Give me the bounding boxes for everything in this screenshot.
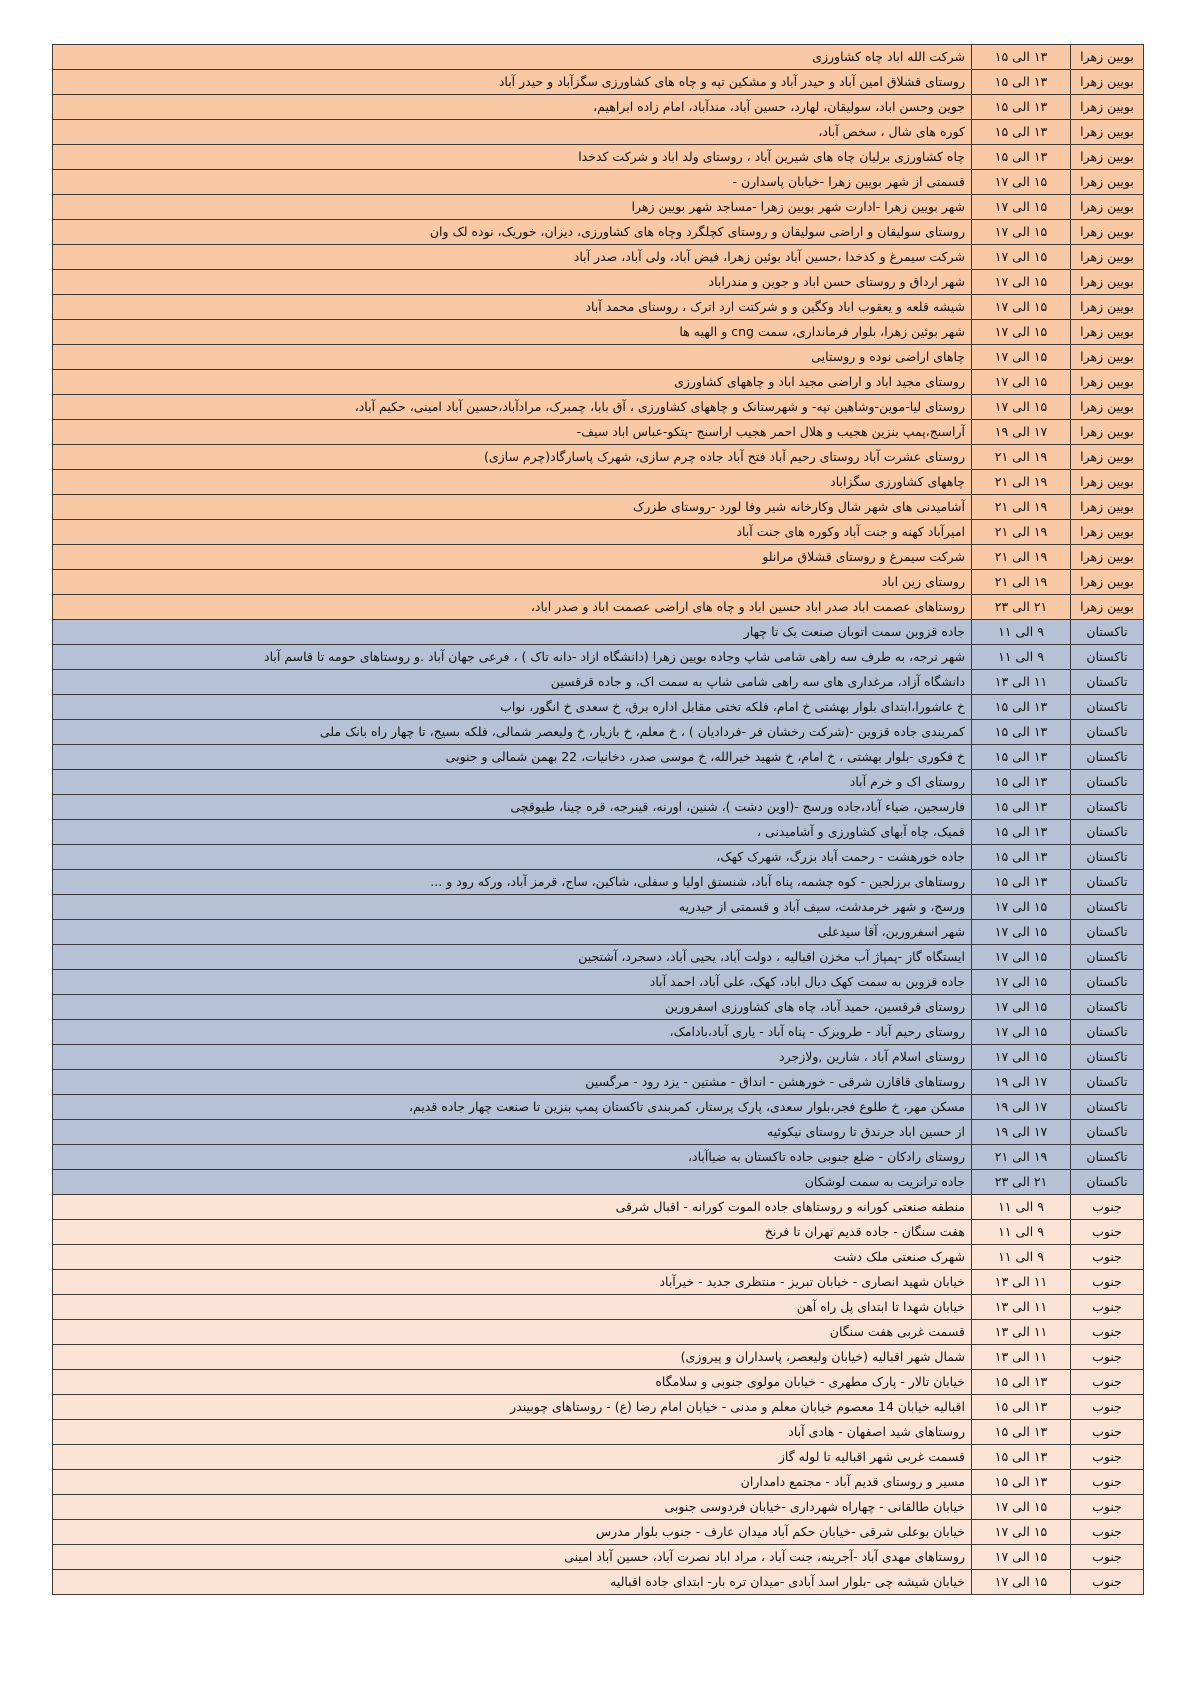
- table-row: [53, 620, 1144, 645]
- location-cell: خیابان شیشه چی -بلوار اسد آبادی -میدان تره بار- ابتدای جاده اقبالیه: [53, 1570, 972, 1595]
- time-cell: ۱۵ الی ۱۷: [972, 1570, 1071, 1595]
- table-row: [53, 445, 1144, 470]
- area-cell: جنوب: [1071, 1270, 1144, 1295]
- location-cell: روستای مجید اباد و اراضی مجید اباد و چاههای کشاورزی: [53, 370, 972, 395]
- location-cell: شهر نرجه، به طرف سه راهی شامی شاپ وجاده بویین زهرا (دانشگاه ازاد -دانه تاک ) ، فرعی جهان آباد .و روستاهای حومه تا قاسم آباد: [53, 645, 972, 670]
- area-cell: بویین زهرا: [1071, 145, 1144, 170]
- location-cell: شیشه قلعه و یعقوب اباد وکگین و و شرکتت ارد اترک ، روستای محمد آباد: [53, 295, 972, 320]
- area-cell: بویین زهرا: [1071, 520, 1144, 545]
- area-cell: تاکستان: [1071, 745, 1144, 770]
- location-cell: منطقه صنعتی کورانه و روستاهای جاده الموت کورانه - اقبال شرقی: [53, 1195, 972, 1220]
- table-row: [53, 245, 1144, 270]
- area-cell: بویین زهرا: [1071, 570, 1144, 595]
- time-cell: ۱۱ الی ۱۳: [972, 1270, 1071, 1295]
- area-cell: جنوب: [1071, 1545, 1144, 1570]
- time-cell: ۱۳ الی ۱۵: [972, 745, 1071, 770]
- table-row: [53, 1245, 1144, 1270]
- table-row: [53, 745, 1144, 770]
- table-row: [53, 1070, 1144, 1095]
- area-cell: بویین زهرا: [1071, 70, 1144, 95]
- area-cell: بویین زهرا: [1071, 320, 1144, 345]
- time-cell: ۱۵ الی ۱۷: [972, 895, 1071, 920]
- location-cell: ورسج، و شهر خرمدشت، سیف آباد و قسمتی از حیدریه: [53, 895, 972, 920]
- table-row: [53, 970, 1144, 995]
- table-row: [53, 870, 1144, 895]
- area-cell: بویین زهرا: [1071, 445, 1144, 470]
- time-cell: ۱۷ الی ۱۹: [972, 1120, 1071, 1145]
- location-cell: خیابان شهید انصاری - خیابان تبریز - منتظری جدید - خیرآباد: [53, 1270, 972, 1295]
- area-cell: تاکستان: [1071, 870, 1144, 895]
- table-row: [53, 1045, 1144, 1070]
- time-cell: ۱۵ الی ۱۷: [972, 195, 1071, 220]
- location-cell: روستای عشرت آباد روستای رحیم آباد فتح آباد جاده چرم سازی، شهرک پاسارگاد(چرم سازی): [53, 445, 972, 470]
- table-row: [53, 1120, 1144, 1145]
- time-cell: ۱۹ الی ۲۱: [972, 470, 1071, 495]
- time-cell: ۱۵ الی ۱۷: [972, 920, 1071, 945]
- time-cell: ۱۳ الی ۱۵: [972, 770, 1071, 795]
- area-cell: بویین زهرا: [1071, 420, 1144, 445]
- table-row: [53, 95, 1144, 120]
- table-row: [53, 395, 1144, 420]
- table-row: [53, 320, 1144, 345]
- location-cell: شرکت سیمرغ و روستای قشلاق مرانلو: [53, 545, 972, 570]
- area-cell: تاکستان: [1071, 995, 1144, 1020]
- table-row: [53, 370, 1144, 395]
- table-row: [53, 1220, 1144, 1245]
- area-cell: جنوب: [1071, 1495, 1144, 1520]
- time-cell: ۱۳ الی ۱۵: [972, 820, 1071, 845]
- table-row: [53, 945, 1144, 970]
- time-cell: ۱۹ الی ۲۱: [972, 495, 1071, 520]
- time-cell: ۱۳ الی ۱۵: [972, 1395, 1071, 1420]
- location-cell: شرکت الله اباد چاه کشاورزی: [53, 45, 972, 70]
- table-row: [53, 795, 1144, 820]
- area-cell: جنوب: [1071, 1195, 1144, 1220]
- area-cell: تاکستان: [1071, 895, 1144, 920]
- area-cell: تاکستان: [1071, 970, 1144, 995]
- table-row: [53, 1445, 1144, 1470]
- location-cell: شهر بوئین زهرا، بلوار فرمانداری، سمت cng و الهیه ها: [53, 320, 972, 345]
- table-row: [53, 670, 1144, 695]
- area-cell: جنوب: [1071, 1395, 1144, 1420]
- table-row: [53, 195, 1144, 220]
- location-cell: روستاهای برزلجین - کوه چشمه، پناه آباد، شنستق اولیا و سفلی، شاکین، ساج، قرمز آباد، ورکه رود و ...: [53, 870, 972, 895]
- area-cell: جنوب: [1071, 1445, 1144, 1470]
- table-row: [53, 295, 1144, 320]
- location-cell: جاده قزوین به سمت کهک دیال اباد، کهک، علی آباد، احمد آباد: [53, 970, 972, 995]
- location-cell: جاده خورهشت - رحمت آباد بزرگ، شهرک کهک،: [53, 845, 972, 870]
- area-cell: بویین زهرا: [1071, 345, 1144, 370]
- time-cell: ۱۳ الی ۱۵: [972, 145, 1071, 170]
- area-cell: بویین زهرا: [1071, 495, 1144, 520]
- area-cell: جنوب: [1071, 1370, 1144, 1395]
- time-cell: ۱۵ الی ۱۷: [972, 295, 1071, 320]
- area-cell: تاکستان: [1071, 770, 1144, 795]
- table-row: [53, 145, 1144, 170]
- location-cell: کمربندی جاده قزوین -(شرکت رخشان فر -فردادیان ) ، خ معلم، خ بازیار، خ ولیعصر شمالی، فلکه بسیج، تا چهار راه بانک ملی: [53, 720, 972, 745]
- time-cell: ۱۹ الی ۲۱: [972, 570, 1071, 595]
- location-cell: چاهای اراضی نوده و روستایی: [53, 345, 972, 370]
- table-row: [53, 645, 1144, 670]
- table-row: [53, 895, 1144, 920]
- area-cell: تاکستان: [1071, 945, 1144, 970]
- location-cell: چاه کشاورزی برلیان چاه های شیرین آباد ، روستای ولد اباد و شرکت کدخدا: [53, 145, 972, 170]
- table-row: [53, 1370, 1144, 1395]
- time-cell: ۱۳ الی ۱۵: [972, 1445, 1071, 1470]
- area-cell: جنوب: [1071, 1570, 1144, 1595]
- area-cell: بویین زهرا: [1071, 245, 1144, 270]
- time-cell: ۱۹ الی ۲۱: [972, 1145, 1071, 1170]
- location-cell: خیابان بوعلی شرقی -خیابان حکم آباد میدان عارف - جنوب بلوار مدرس: [53, 1520, 972, 1545]
- area-cell: تاکستان: [1071, 1070, 1144, 1095]
- location-cell: روستای زین اباد: [53, 570, 972, 595]
- table-row: [53, 820, 1144, 845]
- table-row: [53, 1520, 1144, 1545]
- time-cell: ۲۱ الی ۲۳: [972, 1170, 1071, 1195]
- table-row: [53, 420, 1144, 445]
- location-cell: قسمت غربی شهر اقبالیه تا لوله گاز: [53, 1445, 972, 1470]
- table-row: [53, 695, 1144, 720]
- area-cell: تاکستان: [1071, 670, 1144, 695]
- table-row: [53, 1295, 1144, 1320]
- table-row: [53, 45, 1144, 70]
- table-row: [53, 770, 1144, 795]
- time-cell: ۱۳ الی ۱۵: [972, 70, 1071, 95]
- location-cell: روستای رحیم آباد - طرویزک - پناه آباد - یاری آباد،بادامک،: [53, 1020, 972, 1045]
- table-row: [53, 995, 1144, 1020]
- table-row: [53, 270, 1144, 295]
- table-row: [53, 1145, 1144, 1170]
- location-cell: روستای قشلاق امین آباد و حیدر آباد و مشکین تپه و چاه های کشاورزی سگزآباد و حیدر آباد: [53, 70, 972, 95]
- time-cell: ۱۷ الی ۱۹: [972, 1095, 1071, 1120]
- location-cell: روستاهای عصمت اباد صدر اباد حسین اباد و چاه های اراضی عصمت اباد و صدر اباد،: [53, 595, 972, 620]
- location-cell: دانشگاه آزاد، مرغداری های سه راهی شامی شاپ به سمت اک، و جاده قرقسین: [53, 670, 972, 695]
- time-cell: ۱۵ الی ۱۷: [972, 945, 1071, 970]
- time-cell: ۱۱ الی ۱۳: [972, 1295, 1071, 1320]
- location-cell: قمیک، چاه آبهای کشاورزی و آشامیدنی ،: [53, 820, 972, 845]
- time-cell: ۲۱ الی ۲۳: [972, 595, 1071, 620]
- area-cell: تاکستان: [1071, 645, 1144, 670]
- time-cell: ۱۹ الی ۲۱: [972, 520, 1071, 545]
- time-cell: ۱۱ الی ۱۳: [972, 1320, 1071, 1345]
- time-cell: ۱۵ الی ۱۷: [972, 395, 1071, 420]
- location-cell: چاههای کشاورزی سگزاباد: [53, 470, 972, 495]
- table-row: [53, 720, 1144, 745]
- time-cell: ۹ الی ۱۱: [972, 1195, 1071, 1220]
- location-cell: اقبالیه خیابان 14 معصوم خیابان معلم و مدنی - خیابان امام رضا (ع) - روستاهای چوبیندر: [53, 1395, 972, 1420]
- location-cell: آراسنج،پمپ بنزین هجیب و هلال احمر هجیب اراسنج -پتکو-عباس اباد سیف-: [53, 420, 972, 445]
- time-cell: ۱۵ الی ۱۷: [972, 995, 1071, 1020]
- time-cell: ۱۳ الی ۱۵: [972, 120, 1071, 145]
- table-row: [53, 545, 1144, 570]
- time-cell: ۱۷ الی ۱۹: [972, 1070, 1071, 1095]
- location-cell: شهرک صنعتی ملک دشت: [53, 1245, 972, 1270]
- area-cell: بویین زهرا: [1071, 270, 1144, 295]
- time-cell: ۱۳ الی ۱۵: [972, 1370, 1071, 1395]
- location-cell: قسمتی از شهر بویین زهرا -خیابان پاسدارن -: [53, 170, 972, 195]
- time-cell: ۱۵ الی ۱۷: [972, 320, 1071, 345]
- location-cell: امیرآباد کهنه و جنت آباد وکوره های جنت آباد: [53, 520, 972, 545]
- time-cell: ۱۳ الی ۱۵: [972, 1420, 1071, 1445]
- location-cell: جاده ترانزیت به سمت لوشکان: [53, 1170, 972, 1195]
- area-cell: تاکستان: [1071, 720, 1144, 745]
- table-row: [53, 1320, 1144, 1345]
- location-cell: از حسین اباد جرندق تا روستای نیکوئیه: [53, 1120, 972, 1145]
- time-cell: ۱۵ الی ۱۷: [972, 1045, 1071, 1070]
- time-cell: ۱۳ الی ۱۵: [972, 795, 1071, 820]
- area-cell: بویین زهرا: [1071, 195, 1144, 220]
- location-cell: مسکن مهر، خ طلوع فجر،بلوار سعدی، پارک پرستار، کمربندی تاکستان پمپ بنزین تا صنعت چهار جاده قدیم،: [53, 1095, 972, 1120]
- area-cell: جنوب: [1071, 1220, 1144, 1245]
- time-cell: ۱۵ الی ۱۷: [972, 345, 1071, 370]
- area-cell: تاکستان: [1071, 1120, 1144, 1145]
- table-row: [53, 1020, 1144, 1045]
- location-cell: خ فکوری -بلوار بهشتی ، خ امام، خ شهید خیرالله، خ موسی صدر، دخانیات، 22 بهمن شمالی و جنوبی: [53, 745, 972, 770]
- location-cell: روستای اک و خرم آباد: [53, 770, 972, 795]
- location-cell: مسیر و روستای قدیم آباد - مجتمع دامداران: [53, 1470, 972, 1495]
- area-cell: بویین زهرا: [1071, 370, 1144, 395]
- location-cell: خ عاشورا،ابتدای بلوار بهشتی خ امام، فلکه تختی مقابل اداره برق، خ سعدی خ انگور، نواب: [53, 695, 972, 720]
- area-cell: جنوب: [1071, 1470, 1144, 1495]
- table-body: [53, 45, 1144, 1595]
- location-cell: شرکت سیمرغ و کدخدا ،حسین آباد بوئین زهرا، فیض آباد، ولی آباد، صدر آباد: [53, 245, 972, 270]
- area-cell: تاکستان: [1071, 920, 1144, 945]
- location-cell: روستای اسلام آباد ، شارین ,ولازجرد: [53, 1045, 972, 1070]
- time-cell: ۱۵ الی ۱۷: [972, 245, 1071, 270]
- time-cell: ۹ الی ۱۱: [972, 1245, 1071, 1270]
- area-cell: تاکستان: [1071, 1020, 1144, 1045]
- area-cell: تاکستان: [1071, 1145, 1144, 1170]
- location-cell: روستای لیا-موین-وشاهین تپه- و شهرستانک و چاههای کشاورزی ، آق بابا، چمبرک، مرادآباد،حسین آباد امینی، حکیم آباد،: [53, 395, 972, 420]
- table-row: [53, 595, 1144, 620]
- time-cell: ۱۵ الی ۱۷: [972, 1020, 1071, 1045]
- time-cell: ۱۵ الی ۱۷: [972, 1545, 1071, 1570]
- time-cell: ۱۹ الی ۲۱: [972, 445, 1071, 470]
- table-row: [53, 1170, 1144, 1195]
- table-row: [53, 470, 1144, 495]
- location-cell: شهر ارداق و روستای حسن اباد و جوین و مندراباد: [53, 270, 972, 295]
- table-row: [53, 1395, 1144, 1420]
- area-cell: تاکستان: [1071, 620, 1144, 645]
- table-row: [53, 520, 1144, 545]
- time-cell: ۱۵ الی ۱۷: [972, 1520, 1071, 1545]
- area-cell: بویین زهرا: [1071, 220, 1144, 245]
- outage-schedule-table: [52, 44, 1144, 1595]
- time-cell: ۱۵ الی ۱۷: [972, 970, 1071, 995]
- table-row: [53, 1495, 1144, 1520]
- time-cell: ۱۳ الی ۱۵: [972, 870, 1071, 895]
- area-cell: بویین زهرا: [1071, 395, 1144, 420]
- time-cell: ۱۳ الی ۱۵: [972, 1470, 1071, 1495]
- location-cell: روستاهای مهدی آباد -آجرینه، جنت آباد ، مراد اباد نصرت آباد، حسین آباد امینی: [53, 1545, 972, 1570]
- time-cell: ۱۳ الی ۱۵: [972, 95, 1071, 120]
- time-cell: ۱۵ الی ۱۷: [972, 270, 1071, 295]
- area-cell: بویین زهرا: [1071, 545, 1144, 570]
- table-row: [53, 495, 1144, 520]
- location-cell: شهر اسفرورین، آقا سیدعلی: [53, 920, 972, 945]
- location-cell: آشامیدنی های شهر شال وکارخانه شیر وفا لورد -روستای طزرک: [53, 495, 972, 520]
- table-row: [53, 1545, 1144, 1570]
- outage-schedule-sheet: [52, 44, 1144, 1595]
- time-cell: ۹ الی ۱۱: [972, 645, 1071, 670]
- table-row: [53, 220, 1144, 245]
- location-cell: روستاهای شید اصفهان - هادی آباد: [53, 1420, 972, 1445]
- location-cell: خیابان تالار - پارک مطهری - خیابان مولوی جنوبی و سلامگاه: [53, 1370, 972, 1395]
- time-cell: ۱۳ الی ۱۵: [972, 695, 1071, 720]
- time-cell: ۱۵ الی ۱۷: [972, 170, 1071, 195]
- table-row: [53, 845, 1144, 870]
- location-cell: روستای رادکان - ضلع جنوبی جاده تاکستان به ضیاآباد،: [53, 1145, 972, 1170]
- table-row: [53, 1345, 1144, 1370]
- table-row: [53, 1420, 1144, 1445]
- area-cell: جنوب: [1071, 1345, 1144, 1370]
- table-row: [53, 1470, 1144, 1495]
- table-row: [53, 1570, 1144, 1595]
- location-cell: فارسجین، ضیاء آباد،جاده ورسج -(اوین دشت )، شنین، اورنه، قینرجه، قره چینا، طیوقچی: [53, 795, 972, 820]
- table-row: [53, 1270, 1144, 1295]
- table-row: [53, 1095, 1144, 1120]
- time-cell: ۱۵ الی ۱۷: [972, 220, 1071, 245]
- location-cell: ایستگاه گاز -پمپاژ آب مخزن اقبالیه ، دولت آباد، یحیی آباد، دسجرد، آشتجین: [53, 945, 972, 970]
- location-cell: خیابان شهدا تا ابتدای پل راه آهن: [53, 1295, 972, 1320]
- time-cell: ۱۹ الی ۲۱: [972, 545, 1071, 570]
- table-row: [53, 170, 1144, 195]
- area-cell: بویین زهرا: [1071, 295, 1144, 320]
- area-cell: تاکستان: [1071, 845, 1144, 870]
- area-cell: جنوب: [1071, 1320, 1144, 1345]
- area-cell: بویین زهرا: [1071, 595, 1144, 620]
- time-cell: ۱۳ الی ۱۵: [972, 845, 1071, 870]
- area-cell: تاکستان: [1071, 1045, 1144, 1070]
- time-cell: ۱۵ الی ۱۷: [972, 370, 1071, 395]
- location-cell: روستای قرقسین، حمید آباد، چاه های کشاورزی اسفرورین: [53, 995, 972, 1020]
- area-cell: بویین زهرا: [1071, 170, 1144, 195]
- area-cell: بویین زهرا: [1071, 120, 1144, 145]
- location-cell: کوره های شال ، سخص آباد،: [53, 120, 972, 145]
- time-cell: ۱۳ الی ۱۵: [972, 45, 1071, 70]
- time-cell: ۱۱ الی ۱۳: [972, 670, 1071, 695]
- location-cell: خیابان طالقانی - چهاراه شهرداری -خیابان فردوسی جنوبی: [53, 1495, 972, 1520]
- time-cell: ۱۱ الی ۱۳: [972, 1345, 1071, 1370]
- table-row: [53, 70, 1144, 95]
- time-cell: ۱۷ الی ۱۹: [972, 420, 1071, 445]
- area-cell: بویین زهرا: [1071, 45, 1144, 70]
- area-cell: تاکستان: [1071, 1170, 1144, 1195]
- area-cell: جنوب: [1071, 1245, 1144, 1270]
- location-cell: روستاهای قاقازن شرقی - خورهشن - انداق - مشتین - یزد رود - مرگسین: [53, 1070, 972, 1095]
- time-cell: ۹ الی ۱۱: [972, 1220, 1071, 1245]
- area-cell: تاکستان: [1071, 1095, 1144, 1120]
- location-cell: هفت سنگان - جاده قدیم تهران تا فرنخ: [53, 1220, 972, 1245]
- time-cell: ۱۵ الی ۱۷: [972, 1495, 1071, 1520]
- area-cell: تاکستان: [1071, 820, 1144, 845]
- location-cell: روستای سولیقان و اراضی سولیقان و روستای کچلگرد وچاه های کشاورزی، دیزان، خوریک، نوده لک وان: [53, 220, 972, 245]
- location-cell: قسمت غربی هفت سنگان: [53, 1320, 972, 1345]
- table-row: [53, 570, 1144, 595]
- area-cell: جنوب: [1071, 1295, 1144, 1320]
- time-cell: ۱۳ الی ۱۵: [972, 720, 1071, 745]
- area-cell: جنوب: [1071, 1520, 1144, 1545]
- area-cell: جنوب: [1071, 1420, 1144, 1445]
- area-cell: بویین زهرا: [1071, 95, 1144, 120]
- time-cell: ۹ الی ۱۱: [972, 620, 1071, 645]
- location-cell: شمال شهر اقبالیه (خیابان ولیعصر، پاسداران و پیروزی): [53, 1345, 972, 1370]
- location-cell: شهر بویین زهرا -ادارت شهر بویین زهرا -مساجد شهر بویین زهرا: [53, 195, 972, 220]
- location-cell: جوین وحسن اباد، سولیقان، لهارد، حسین آباد، مندآباد، امام زاده ابراهیم،: [53, 95, 972, 120]
- area-cell: بویین زهرا: [1071, 470, 1144, 495]
- table-row: [53, 345, 1144, 370]
- table-row: [53, 1195, 1144, 1220]
- area-cell: تاکستان: [1071, 795, 1144, 820]
- location-cell: جاده قزوین سمت اتوبان صنعت یک تا چهار: [53, 620, 972, 645]
- area-cell: تاکستان: [1071, 695, 1144, 720]
- table-row: [53, 120, 1144, 145]
- table-row: [53, 920, 1144, 945]
